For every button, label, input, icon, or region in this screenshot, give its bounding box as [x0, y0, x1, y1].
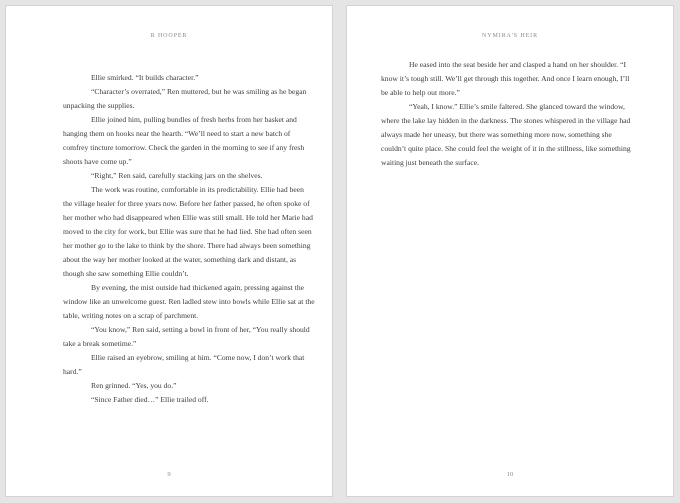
running-head-title: NYMIRA'S HEIR: [482, 33, 538, 39]
paragraph: “Right,” Ren said, carefully stacking jars on the shelves.: [91, 171, 263, 180]
page-number-left: 9: [167, 471, 171, 478]
paragraph: By evening, the mist outside had thickened again, pressing against the window like an unwelcome guest. Ren ladled stew into bowls while Ellie sat at the table, writing notes on a scrap of parchment.: [63, 283, 315, 320]
page-right: [346, 5, 674, 497]
paragraph: Ellie smirked. “It builds character.”: [91, 73, 199, 82]
paragraph: The work was routine, comfortable in its predictability. Ellie had been the village healer for three years now. Before her father passed, he often spoke of her mother who had disappeared when Ellie was still small. He told her Marie had moved to the city for work, but Ellie was sure that he had lied. She had often seen her mother go to the lake to think by the shore. There had always been something about the way her mother looked at the water, something dark and distant, as though she saw something Ellie couldn’t.: [63, 185, 313, 278]
paragraph: Ellie raised an eyebrow, smiling at him. “Come now, I don’t work that hard.”: [63, 353, 305, 376]
paragraph: Ellie joined him, pulling bundles of fresh herbs from her basket and hanging them on hooks near the hearth. “We’ll need to start a new batch of comfrey tincture tomorrow. Check the garden in the morning to see if any fresh shoots have come up.”: [63, 115, 305, 166]
page-number-right: 10: [506, 471, 514, 478]
page-body-left: [63, 71, 315, 407]
paragraph: “Since Father died…” Ellie trailed off.: [91, 395, 209, 404]
running-head-author: R HOOPER: [150, 33, 188, 39]
paragraph: He eased into the seat beside her and clasped a hand on her shoulder. “I know it’s tough still. We’ll get through this together. And once I learn enough, I’ll be able to help out more.”: [381, 60, 630, 97]
page-left: [5, 5, 333, 497]
paragraph: Ren grinned. “Yes, you do.”: [91, 381, 177, 390]
paragraph: “Yeah, I know.” Ellie’s smile faltered. She glanced toward the window, where the lake lay hidden in the darkness. The stones whispered in the village had always made her uneasy, but there was something more now, something she couldn’t quite place. She could feel the weight of it in the stillness, like something waiting just beneath the surface.: [381, 102, 631, 167]
paragraph: “You know,” Ren said, setting a bowl in front of her, “You really should take a break sometime.”: [63, 325, 310, 348]
page-body-right: [381, 58, 633, 170]
paragraph: “Character’s overrated,” Ren muttered, but he was smiling as he began unpacking the supplies.: [63, 87, 307, 110]
